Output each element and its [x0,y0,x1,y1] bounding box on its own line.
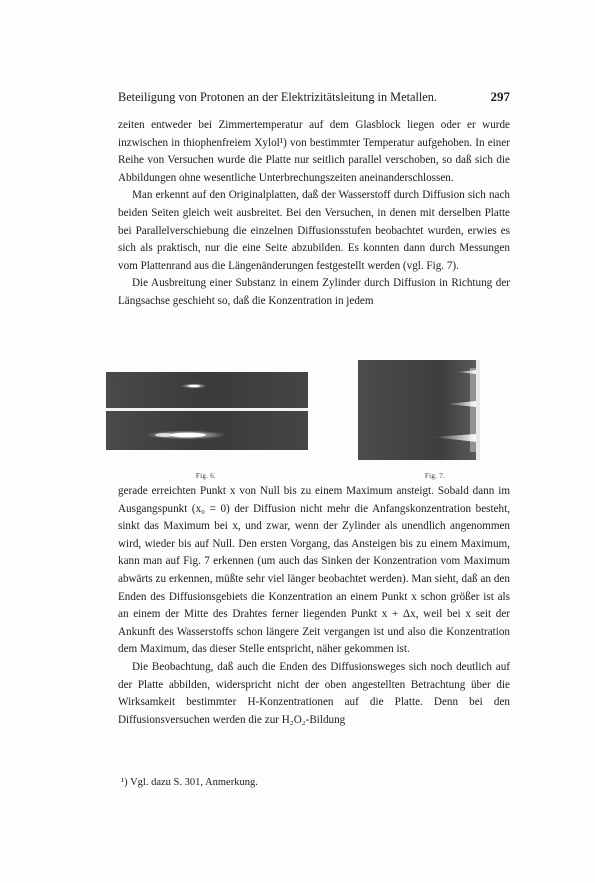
figure-6-caption: Fig. 6. [195,472,217,480]
paragraph: Die Ausbreitung einer Substanz in einem Zylinder durch Diffusion in Richtung der Längsachse geschieht so, daß die Konzentration in jedem [118,277,510,307]
body-text-upper [118,117,510,311]
figure-7 [358,360,491,460]
body-text-lower [118,483,510,729]
paragraph: zeiten entweder bei Zimmertemperatur auf dem Glasblock liegen oder er wurde inzwischen in thiophenfreiem Xylol¹) von bestimmter Temperatur aufgehoben. In einer Reihe von Versuchen wurde die Platte nur seitlich parallel verschoben, so daß sich die Abbildungen ohne wesentliche Unterbrechungszeiten aneinanderschlossen. [118,119,510,184]
figure-7-caption: Fig. 7. [424,472,446,480]
page-number: 297 [490,89,510,104]
running-header [118,89,510,105]
figure-6 [106,372,308,450]
running-title: Beteiligung von Protonen an der Elektrizitätsleitung in Metallen. [118,90,437,104]
paragraph: Die Beobachtung, daß auch die Enden des Diffusionsweges sich noch deutlich auf der Platte abbilden, widerspricht nicht der oben angestellten Betrachtung über die Wirksamkeit bestimmter H-Konzentrationen auf die Platte. Denn bei den Diffusionsversuchen werden die zur H₂O₂-Bildung [118,660,510,726]
paragraph: gerade erreichten Punkt x von Null bis zu einem Maximum ansteigt. Sobald dann im Ausgangspunkt (x₀ = 0) der Diffusion nicht mehr die Anfangskonzentration besteht, sinkt das Maximum bei x, und zwar, wenn der Zylinder als unendlich angenommen wird, wieder bis auf Null. Den ersten Vorgang, das Ansteigen bis zu einem Maximum, kann man auf Fig. 7 erkennen (um auch das Sinken der Konzentration vom Maximum abwärts zu erkennen, müßte sehr viel länger beobachtet werden). Man sieht, daß an den Enden des Diffusionsgebiets die Konzentration an einem Punkt x schon größer ist als an einem der Mitte des Drahtes ferner liegenden Punkt x + Δx, weil bei x seit der Ankunft des Wasserstoffs schon längere Zeit vergangen ist und also die Konzentration dem Maximum, das dieser Stelle entspricht, näher gekommen ist. [118,485,510,656]
figure-7-image [358,360,491,460]
footnote: ¹) Vgl. dazu S. 301, Anmerkung. [121,777,258,788]
figure-6-image [106,372,308,450]
paragraph: Man erkennt auf den Originalplatten, daß der Wasserstoff durch Diffusion sich nach beiden Seiten gleich weit ausbreitet. Bei den Versuchen, in denen mit derselben Platte bei Parallelverschiebung die einzelnen Diffusionsstufen beobachtet wurden, erwies es sich als praktisch, nur die eine Seite abzubilden. Es konnten dann durch Messungen vom Plattenrand aus die Längenänderungen festgestellt werden (vgl. Fig. 7). [118,189,510,272]
